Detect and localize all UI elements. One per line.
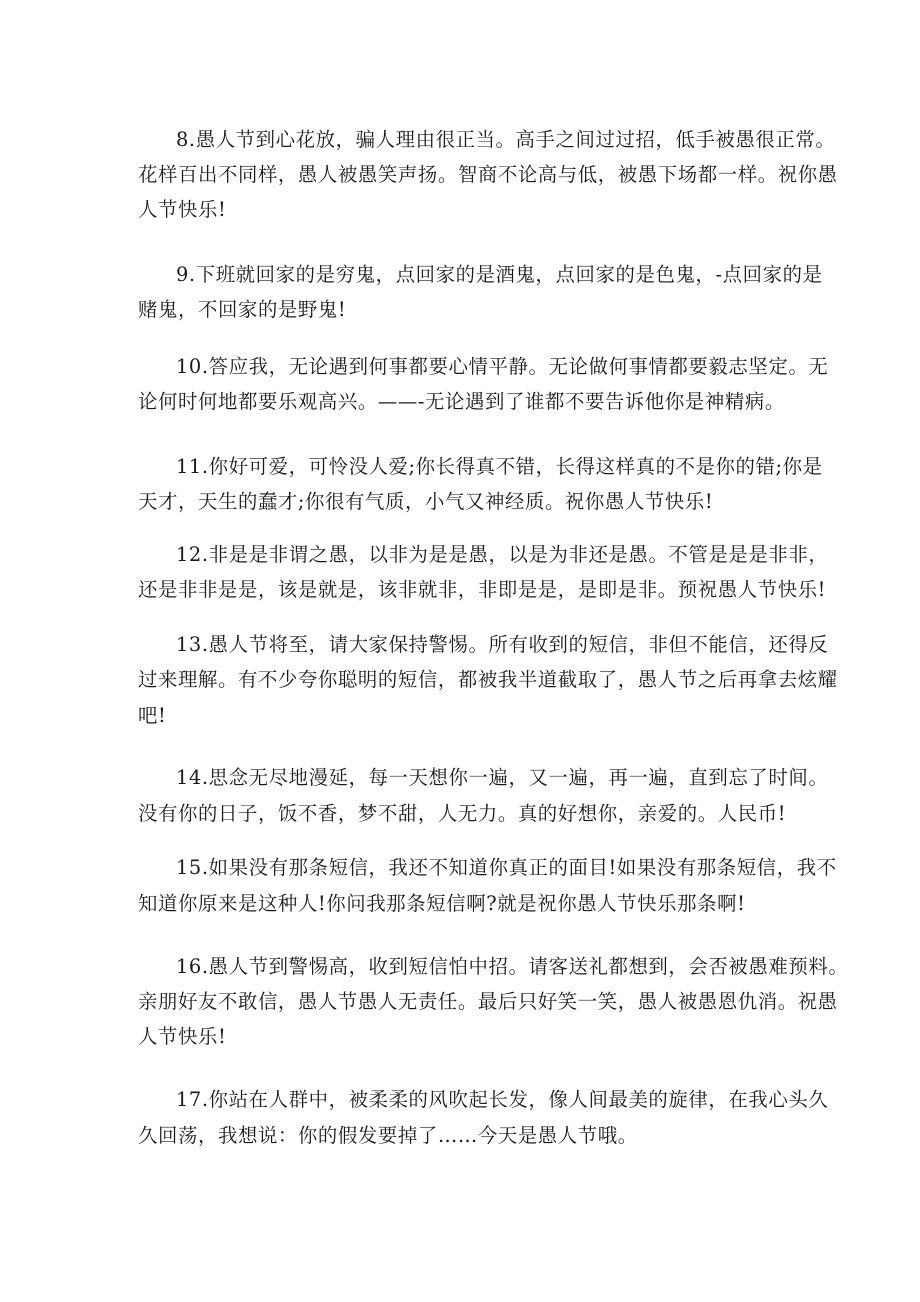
paragraph-line: 16.愚人节到警惕高，收到短信怕中招。请客送礼都想到，会否被愚难预料。 [176,955,849,978]
paragraph-line: 赌鬼，不回家的是野鬼! [138,298,347,321]
paragraph-line: 天才，天生的蠢才;你很有气质，小气又神经质。祝你愚人节快乐! [138,490,714,513]
paragraph-line: 11.你好可爱，可怜没人爱;你长得真不错，长得这样真的不是你的错;你是 [176,455,823,478]
paragraph-line: 论何时何地都要乐观高兴。——-无论遇到了谁都不要告诉他你是神精病。 [138,390,785,413]
paragraph-line: 没有你的日子，饭不香，梦不甜，人无力。真的好想你，亲爱的。人民币! [138,802,787,825]
paragraph-line: 知道你原来是这种人!你问我那条短信啊?就是祝你愚人节快乐那条啊! [138,892,746,915]
paragraph-line: 花样百出不同样，愚人被愚笑声扬。智商不论高与低，被愚下场都一样。祝你愚 [138,163,838,186]
paragraph-line: 13.愚人节将至，请大家保持警惕。所有收到的短信，非但不能信，还得反 [176,633,829,656]
paragraph-line: 9.下班就回家的是穷鬼，点回家的是酒鬼，点回家的是色鬼，-点回家的是 [176,263,823,286]
paragraph-line: 久回荡，我想说：你的假发要掉了……今天是愚人节哦。 [138,1124,638,1147]
paragraph-line: 亲朋好友不敢信，愚人节愚人无责任。最后只好笑一笑，愚人被愚恩仇消。祝愚 [138,990,838,1013]
paragraph-line: 过来理解。有不少夸你聪明的短信，都被我半道截取了，愚人节之后再拿去炫耀 [138,668,838,691]
paragraph-line: 17.你站在人群中，被柔柔的风吹起长发，像人间最美的旋律，在我心头久 [176,1088,829,1111]
paragraph-line: 10.答应我，无论遇到何事都要心情平静。无论做何事情都要毅志坚定。无 [176,355,829,378]
paragraph-line: 人节快乐! [138,198,227,221]
paragraph-line: 吧! [138,704,167,727]
paragraph-line: 15.如果没有那条短信，我还不知道你真正的面目!如果没有那条短信，我不 [176,856,837,879]
paragraph-line: 14.思念无尽地漫延，每一天想你一遍，又一遍，再一遍，直到忘了时间。 [176,766,829,789]
paragraph-line: 还是非非是是，该是就是，该非就非，非即是是，是即是非。预祝愚人节快乐! [138,578,827,601]
paragraph-line: 人节快乐! [138,1025,227,1048]
paragraph-line: 8.愚人节到心花放，骗人理由很正当。高手之间过过招，低手被愚很正常。 [176,128,836,151]
paragraph-line: 12.非是是非谓之愚，以非为是是愚，以是为非还是愚。不管是是是非非， [176,543,829,566]
